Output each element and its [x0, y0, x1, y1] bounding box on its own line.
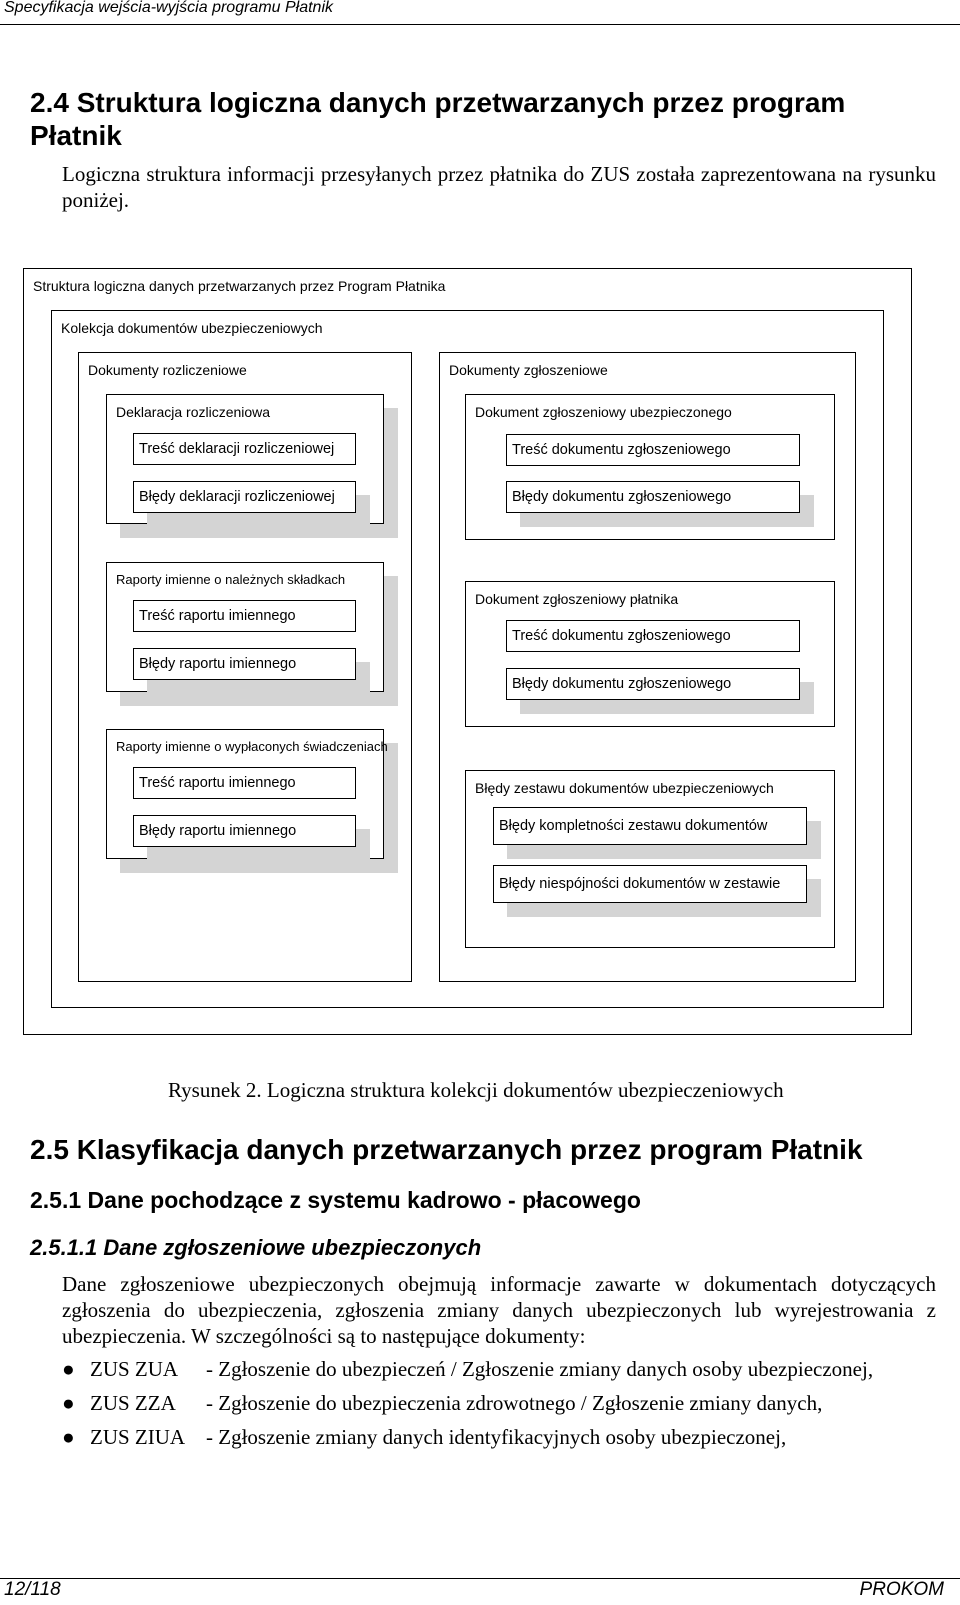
bullet-icon: ●: [62, 1425, 75, 1449]
heading-2-5-1-1: 2.5.1.1 Dane zgłoszeniowe ubezpieczonych: [30, 1235, 482, 1260]
heading-2-4: 2.4 Struktura logiczna danych przetwarzanych przez program Płatnik: [30, 87, 846, 151]
list-item: [62, 1391, 822, 1416]
item-text: - Zgłoszenie zmiany danych identyfikacyjnych osoby ubezpieczonej,: [206, 1425, 787, 1449]
collection-label: Kolekcja dokumentów ubezpieczeniowych: [61, 320, 323, 336]
payer-registration-box: [465, 581, 835, 727]
declaration-label: Deklaracja rozliczeniowa: [116, 404, 271, 420]
benefit-reports-label: Raporty imienne o wypłaconych świadczeniach: [116, 739, 388, 754]
company-name: PROKOM: [859, 1579, 944, 1600]
list-item: [62, 1425, 786, 1450]
payer-content-box: Treść dokumentu zgłoszeniowego: [506, 620, 800, 652]
outer-structure-label: Struktura logiczna danych przetwarzanych przez Program Płatnika: [33, 278, 446, 294]
item-code: ZUS ZZA: [90, 1391, 176, 1415]
figure-caption: Rysunek 2. Logiczna struktura kolekcji dokumentów ubezpieczeniowych: [168, 1078, 784, 1102]
running-header: Specyfikacja wejścia-wyjścia programu Płatnik: [4, 0, 334, 16]
header-rule: [0, 24, 960, 25]
insured-registration-label: Dokument zgłoszeniowy ubezpieczonego: [475, 404, 732, 420]
contribution-reports-label: Raporty imienne o należnych składkach: [116, 572, 346, 587]
registration-docs-label: Dokumenty zgłoszeniowe: [449, 362, 608, 378]
heading-2-5: 2.5 Klasyfikacja danych przetwarzanych przez program Płatnik: [30, 1134, 863, 1165]
set-errors-box: [465, 770, 835, 948]
intro-paragraph: Logiczna struktura informacji przesyłanych przez płatnika do ZUS została zaprezentowana na rysunku poniżej.: [62, 162, 936, 212]
declaration-errors-box: Błędy deklaracji rozliczeniowej: [133, 481, 356, 513]
contribution-report-errors-box: Błędy raportu imiennego: [133, 648, 356, 680]
body-paragraph: Dane zgłoszeniowe ubezpieczonych obejmują informacje zawarte w dokumentach dotyczących zgłoszenia do ubezpieczenia, zgłoszenia zmiany danych ubezpieczonych lub wyrejestrowania z ubezpieczenia. W szczególności są to następujące dokumenty:: [62, 1272, 936, 1348]
benefit-report-errors-box: Błędy raportu imiennego: [133, 815, 356, 847]
item-text: - Zgłoszenie do ubezpieczeń / Zgłoszenie zmiany danych osoby ubezpieczonej,: [206, 1357, 874, 1381]
item-code: ZUS ZUA: [90, 1357, 179, 1381]
set-errors-label: Błędy zestawu dokumentów ubezpieczeniowych: [475, 780, 774, 796]
list-item: [62, 1357, 873, 1382]
footer-rule: [0, 1578, 960, 1579]
bullet-icon: ●: [62, 1357, 75, 1381]
insured-registration-box: [465, 394, 835, 540]
settlement-docs-label: Dokumenty rozliczeniowe: [88, 362, 247, 378]
contribution-report-content-box: Treść raportu imiennego: [133, 600, 356, 632]
insured-errors-box: Błędy dokumentu zgłoszeniowego: [506, 481, 800, 513]
completeness-errors-box: Błędy kompletności zestawu dokumentów: [493, 807, 807, 845]
consistency-errors-box: Błędy niespójności dokumentów w zestawie: [493, 865, 807, 903]
declaration-content-box: Treść deklaracji rozliczeniowej: [133, 433, 356, 465]
bullet-icon: ●: [62, 1391, 75, 1415]
payer-registration-label: Dokument zgłoszeniowy płatnika: [475, 591, 679, 607]
benefit-report-content-box: Treść raportu imiennego: [133, 767, 356, 799]
item-code: ZUS ZIUA: [90, 1425, 186, 1449]
page-number: 12/118: [4, 1579, 61, 1600]
insured-content-box: Treść dokumentu zgłoszeniowego: [506, 434, 800, 466]
payer-errors-box: Błędy dokumentu zgłoszeniowego: [506, 668, 800, 700]
heading-2-5-1: 2.5.1 Dane pochodzące z systemu kadrowo - płacowego: [30, 1187, 641, 1213]
item-text: - Zgłoszenie do ubezpieczenia zdrowotnego / Zgłoszenie zmiany danych,: [206, 1391, 823, 1415]
